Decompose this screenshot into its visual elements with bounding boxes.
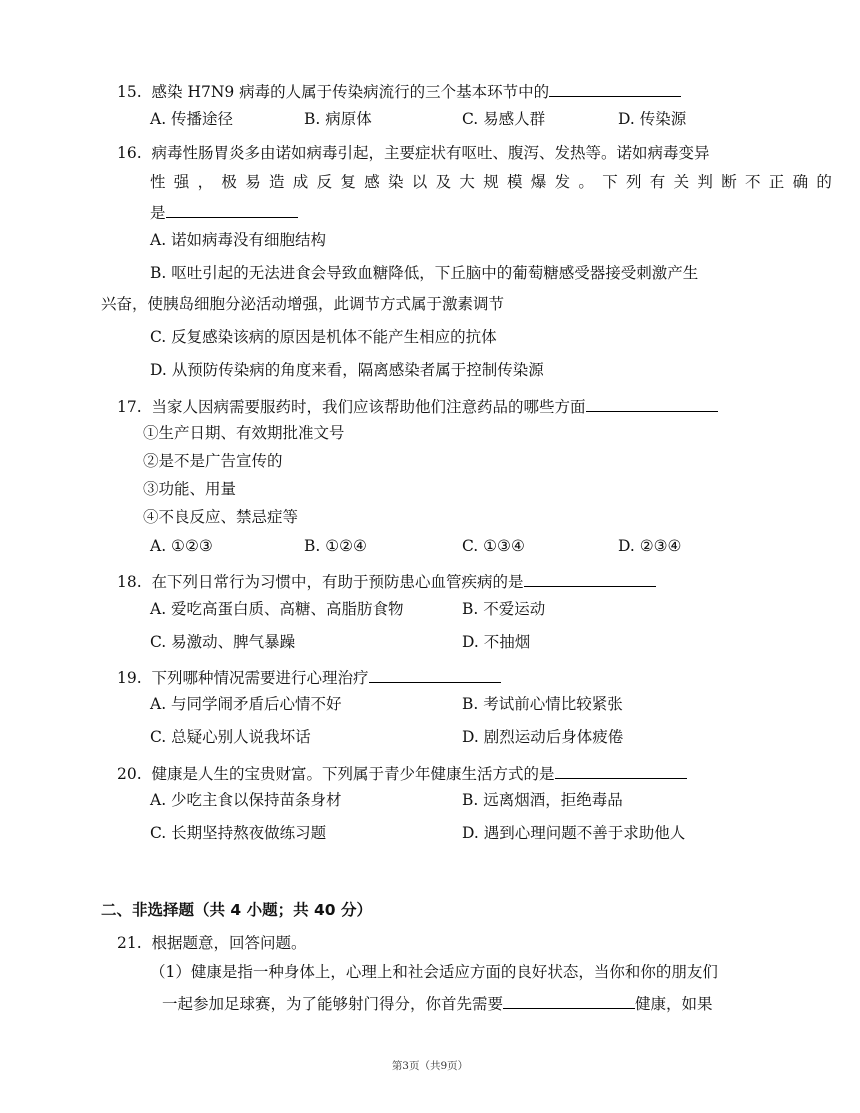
question-20-option-a: A. 少吃主食以保持苗条身材 [150, 791, 342, 809]
question-19-stem: 19. 下列哪种情况需要进行心理治疗 [117, 666, 501, 688]
question-15-option-d: D. 传染源 [618, 110, 687, 128]
question-17-item-3: ③功能、用量 [143, 480, 237, 498]
question-21-part1-line2: 一起参加足球赛，为了能够射门得分，你首先需要 健康，如果 [162, 992, 713, 1014]
question-17-item-2: ②是不是广告宣传的 [143, 452, 283, 470]
question-21-stem: 21. 根据题意，回答问题。 [117, 934, 307, 952]
question-15-option-c: C. 易感人群 [462, 110, 546, 128]
answer-blank[interactable] [549, 80, 681, 97]
question-17-option-a: A. ①②③ [150, 537, 213, 555]
question-16-option-c: C. 反复感染该病的原因是机体不能产生相应的抗体 [150, 328, 497, 346]
page-footer: 第3页（共9页） [391, 1060, 469, 1072]
answer-blank[interactable] [524, 570, 656, 587]
question-18-option-b: B. 不爱运动 [462, 600, 546, 618]
question-16-stem-line1: 16. 病毒性肠胃炎多由诺如病毒引起，主要症状有呕吐、腹泻、发热等。诺如病毒变异 [117, 144, 710, 162]
question-20-option-c: C. 长期坚持熬夜做练习题 [150, 824, 327, 842]
question-17-option-b: B. ①②④ [304, 537, 367, 555]
question-19-option-d: D. 剧烈运动后身体疲倦 [462, 728, 624, 746]
question-16-option-d: D. 从预防传染病的角度来看，隔离感染者属于控制传染源 [150, 361, 544, 379]
question-20-option-b: B. 远离烟酒，拒绝毒品 [462, 791, 623, 809]
question-16-option-b-line1: B. 呕吐引起的无法进食会导致血糖降低，下丘脑中的葡萄糖感受器接受刺激产生 [150, 264, 699, 282]
question-21-part1-line1: （1）健康是指一种身体上，心理上和社会适应方面的良好状态，当你和你的朋友们 [150, 963, 718, 981]
question-18-option-d: D. 不抽烟 [462, 633, 531, 651]
question-17-option-c: C. ①③④ [462, 537, 525, 555]
question-17-item-4: ④不良反应、禁忌症等 [143, 508, 299, 526]
question-15-option-a: A. 传播途径 [150, 110, 234, 128]
question-16-option-a: A. 诺如病毒没有细胞结构 [150, 231, 327, 249]
question-16-option-b-line2: 兴奋，使胰岛细胞分泌活动增强，此调节方式属于激素调节 [101, 295, 505, 313]
question-19-option-c: C. 总疑心别人说我坏话 [150, 728, 311, 746]
question-20-stem: 20. 健康是人生的宝贵财富。下列属于青少年健康生活方式的是 [117, 762, 687, 784]
answer-blank[interactable] [369, 666, 501, 683]
question-17-item-1: ①生产日期、有效期批准文号 [143, 424, 345, 442]
section-heading: 二、非选择题（共 4 小题；共 40 分） [101, 901, 372, 919]
question-19-option-a: A. 与同学闹矛盾后心情不好 [150, 695, 342, 713]
question-17-stem: 17. 当家人因病需要服药时，我们应该帮助他们注意药品的哪些方面 [117, 395, 718, 417]
question-18-stem: 18. 在下列日常行为习惯中，有助于预防患心血管疾病的是 [117, 570, 656, 592]
question-15-option-b: B. 病原体 [304, 110, 372, 128]
question-19-option-b: B. 考试前心情比较紧张 [462, 695, 623, 713]
question-15-stem: 15. 感染 H7N9 病毒的人属于传染病流行的三个基本环节中的 [117, 80, 681, 102]
answer-blank[interactable] [166, 201, 298, 218]
question-16-stem-line2: 性强，极易造成反复感染以及大规模爆发。下列有关判断不正确的 [150, 173, 841, 191]
answer-blank[interactable] [503, 992, 635, 1009]
question-18-option-c: C. 易激动、脾气暴躁 [150, 633, 296, 651]
question-18-option-a: A. 爱吃高蛋白质、高糖、高脂肪食物 [150, 600, 404, 618]
answer-blank[interactable] [555, 762, 687, 779]
question-20-option-d: D. 遇到心理问题不善于求助他人 [462, 824, 686, 842]
answer-blank[interactable] [586, 395, 718, 412]
question-17-option-d: D. ②③④ [618, 537, 682, 555]
question-16-stem-line3: 是 [150, 201, 298, 223]
